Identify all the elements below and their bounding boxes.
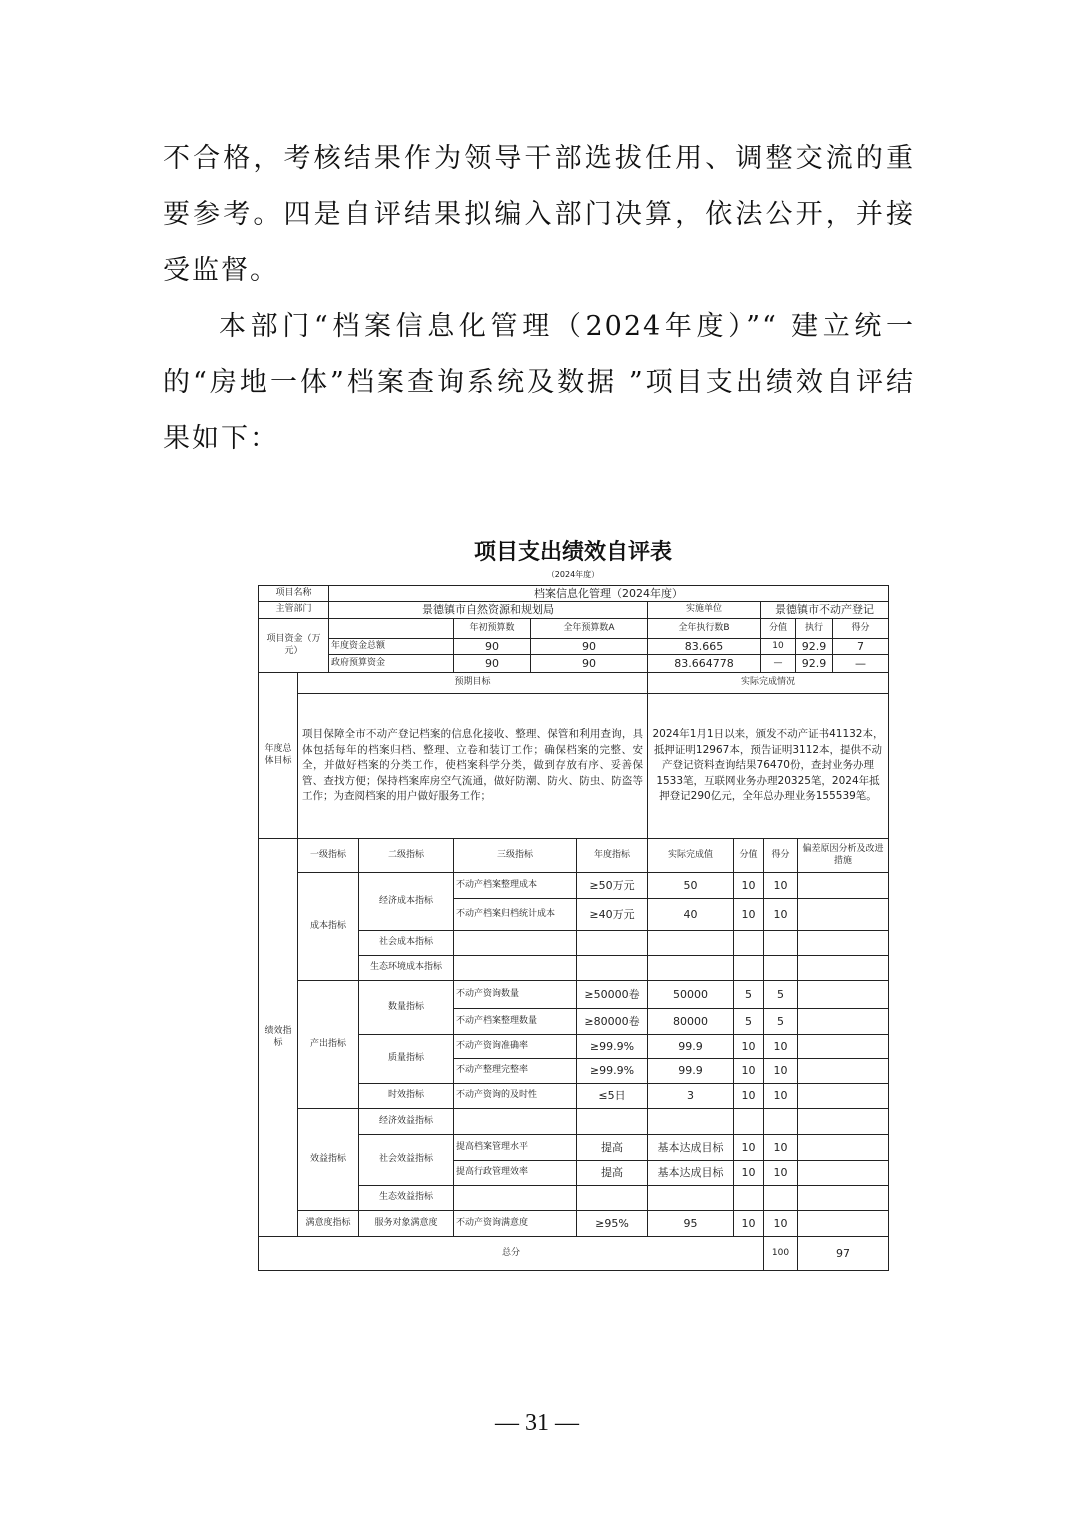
cell: 10 [761,639,796,655]
col-header: 全年预算数A [531,619,648,639]
cell: 10 [764,1084,798,1109]
total-label: 总分 [259,1237,764,1271]
cell: 10 [734,899,764,931]
l2-cell: 质量指标 [359,1035,454,1084]
label: 项目资金（万元） [259,619,329,673]
dept: 景德镇市自然资源和规划局 [329,602,648,619]
label: 主管部门 [259,602,329,619]
table-row [259,1109,889,1135]
cell: 99.9 [648,1035,734,1059]
cell: 10 [764,1161,798,1186]
l2-cell: 经济效益指标 [359,1109,454,1135]
label: 实施单位 [648,602,761,619]
cell: 90 [531,639,648,655]
l1-cell: 满意度指标 [298,1211,359,1237]
l1-cell: 效益指标 [298,1109,359,1211]
page-number: — 31 — [495,1410,579,1436]
cell: 90 [531,655,648,673]
body-paragraph: 本部门“档案信息化管理（2024年度）”“ 建立统一的“房地一体”档案查询系统及数据 ”项目支出绩效自评结果如下： [163,311,915,454]
col-header: 实际完成情况 [648,673,889,694]
cell: 10 [734,1059,764,1084]
cell: 10 [734,1161,764,1186]
cell: 基本达成目标 [648,1135,734,1161]
impl: 景德镇市不动产登记 [761,602,889,619]
cell: 不动产整理完整率 [454,1059,577,1084]
cell: 5 [734,1009,764,1035]
goal-table [258,672,889,839]
cell: 80000 [648,1009,734,1035]
cell: 提高行政管理效率 [454,1161,577,1186]
cell: 10 [734,873,764,899]
col-header: 年度指标 [577,839,648,873]
col-header: 预期目标 [298,673,648,694]
cell: 10 [764,1211,798,1237]
cell: 10 [764,1035,798,1059]
total-score: 97 [798,1237,889,1271]
total-row [259,1237,889,1271]
table-title: 项目支出绩效自评表 [473,540,672,565]
cell: ≥50000卷 [577,981,648,1009]
col-header: 得分 [764,839,798,873]
cell: 提高档案管理水平 [454,1135,577,1161]
col-header: 三级指标 [454,839,577,873]
cell: 90 [454,655,531,673]
cell: 政府预算资金 [329,655,454,673]
expected-goal: 项目保障全市不动产登记档案的信息化接收、整理、保管和利用查询，具体包括每年的档案归档、整理、立卷和装订工作；确保档案的完整、安全，并做好档案的分类工作，使档案科学分类，做到存放有序、妥善保管、查找方便；保持档案库房空气流通，做好防潮、防火、防虫、防盗等工作；为查阅档案的用户做好服务工作； [298,694,648,839]
cell: 不动产资询准确率 [454,1035,577,1059]
body-paragraph: 不合格，考核结果作为领导干部选拔任用、调整交流的重要参考。四是自评结果拟编入部门决算，依法公开，并接受监督。 [163,143,915,286]
l2-cell: 数量指标 [359,981,454,1035]
cell: ≥80000卷 [577,1009,648,1035]
cell: ≥40万元 [577,899,648,931]
indicator-table [258,838,889,1271]
l2-cell: 社会成本指标 [359,931,454,956]
cell: 不动产资询数量 [454,981,577,1009]
table-row [259,873,889,899]
col-header: 分值 [734,839,764,873]
col-header: 偏差原因分析及改进措施 [798,839,889,873]
l1-cell: 产出指标 [298,981,359,1109]
col-header: 一级指标 [298,839,359,873]
table-row [259,639,889,655]
cell: 90 [454,639,531,655]
cell: 不动产档案整理数量 [454,1009,577,1035]
cell: 7 [833,639,889,655]
funds-table [258,585,889,673]
cell: — [833,655,889,673]
cell: 83.664778 [648,655,761,673]
cell: ≥95% [577,1211,648,1237]
col-header: 二级指标 [359,839,454,873]
table-row [259,655,889,673]
cell: ≤5日 [577,1084,648,1109]
cell: 3 [648,1084,734,1109]
cell: 不动产档案整理成本 [454,873,577,899]
cell: 92.9 [796,639,833,655]
l2-cell: 生态效益指标 [359,1186,454,1211]
l1-cell: 成本指标 [298,873,359,981]
actual-result: 2024年1月1日以来，颁发不动产证书41132本，抵押证明12967本，预告证明3112本，提供不动产登记资料查询结果76470份，查封业务办理1533笔，互联网业务办理20325笔，2024年抵押登记290亿元，全年总办理业务155539笔。 [648,694,889,839]
col-header: 得分 [833,619,889,639]
col-header: 全年执行数B [648,619,761,639]
project-name: 档案信息化管理（2024年度） [329,586,889,602]
cell: 5 [764,981,798,1009]
cell: 10 [734,1135,764,1161]
label: 年度总体目标 [259,673,298,839]
cell: 10 [734,1035,764,1059]
cell: 10 [734,1084,764,1109]
cell: 10 [764,899,798,931]
l2-cell: 社会效益指标 [359,1135,454,1186]
cell: ≥99.9% [577,1059,648,1084]
total-value: 100 [764,1237,798,1271]
cell: 40 [648,899,734,931]
table-subtitle: （2024年度） [546,570,600,579]
cell: 10 [764,873,798,899]
table-row [259,1211,889,1237]
cell: 10 [764,1135,798,1161]
cell: ≥99.9% [577,1035,648,1059]
table-row [259,981,889,1009]
col-header: 执行 [796,619,833,639]
cell: 不动产档案归档统计成本 [454,899,577,931]
cell: — [761,655,796,673]
cell: 10 [764,1059,798,1084]
cell: 不动产资询的及时性 [454,1084,577,1109]
cell: 5 [764,1009,798,1035]
col-header: 实际完成值 [648,839,734,873]
col-header: 分值 [761,619,796,639]
cell: 不动产资询满意度 [454,1211,577,1237]
cell: 50 [648,873,734,899]
cell: 5 [734,981,764,1009]
label: 项目名称 [259,586,329,602]
cell: 提高 [577,1135,648,1161]
l2-cell: 时效指标 [359,1084,454,1109]
cell: 提高 [577,1161,648,1186]
cell: 95 [648,1211,734,1237]
l2-cell: 经济成本指标 [359,873,454,931]
label: 绩效指标 [259,839,298,1237]
cell: 92.9 [796,655,833,673]
cell: 99.9 [648,1059,734,1084]
cell: 10 [734,1211,764,1237]
cell: 83.665 [648,639,761,655]
cell: ≥50万元 [577,873,648,899]
col-header: 年初预算数 [454,619,531,639]
cell: 基本达成目标 [648,1161,734,1186]
l2-cell: 服务对象满意度 [359,1211,454,1237]
cell: 年度资金总额 [329,639,454,655]
l2-cell: 生态环境成本指标 [359,956,454,981]
cell: 50000 [648,981,734,1009]
